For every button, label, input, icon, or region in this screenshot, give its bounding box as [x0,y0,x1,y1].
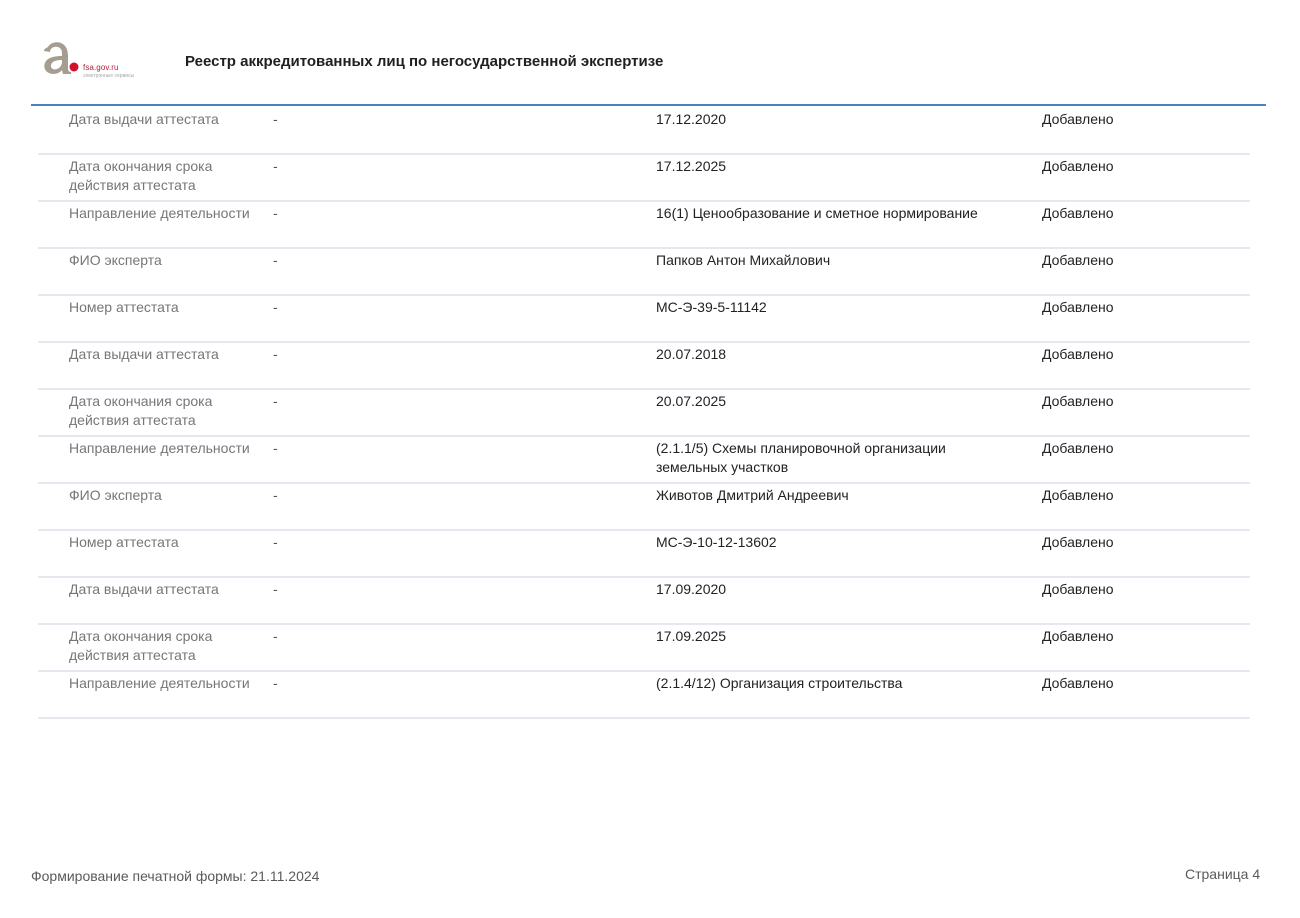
new-value-cell: МС-Э-10-12-13602 [656,534,777,550]
new-value-cell: 17.12.2025 [656,158,727,174]
change-status-cell: Добавлено [1042,675,1114,691]
table-row [38,578,1250,625]
table-row [38,296,1250,343]
print-date: Формирование печатной формы: 21.11.2024 [31,868,320,884]
change-status-cell: Добавлено [1042,252,1114,268]
field-name-cell: Номер аттестата [69,299,179,315]
old-value-cell: - [273,440,278,456]
change-status-cell: Добавлено [1042,111,1114,127]
old-value-cell: - [273,487,278,503]
fsa-logo-icon [40,40,80,76]
new-value-cell: (2.1.1/5) Схемы планировочной организации земельных участков [656,440,946,475]
header-divider [31,104,1266,106]
field-name-cell: Направление деятельности [69,440,250,456]
new-value-cell: 17.09.2025 [656,628,727,644]
old-value-cell: - [273,111,278,127]
old-value-cell: - [273,675,278,691]
table-row [38,108,1250,155]
new-value-cell: 20.07.2025 [656,393,727,409]
old-value-cell: - [273,299,278,315]
new-value-cell: 17.09.2020 [656,581,727,597]
field-name-cell: Направление деятельности [69,205,250,221]
field-name-cell: Дата окончания срока действия аттестата [69,393,213,428]
field-name-cell: ФИО эксперта [69,487,162,503]
old-value-cell: - [273,581,278,597]
new-value-cell: 16(1) Ценообразование и сметное нормирование [656,205,978,221]
old-value-cell: - [273,346,278,362]
new-value-cell: 20.07.2018 [656,346,727,362]
page-header [0,0,1300,106]
old-value-cell: - [273,393,278,409]
change-status-cell: Добавлено [1042,534,1114,550]
field-name-cell: Дата окончания срока действия аттестата [69,158,213,193]
field-name-cell: Дата выдачи аттестата [69,581,219,597]
change-status-cell: Добавлено [1042,487,1114,503]
old-value-cell: - [273,534,278,550]
new-value-cell: Животов Дмитрий Андреевич [656,487,849,503]
change-status-cell: Добавлено [1042,440,1114,456]
change-status-cell: Добавлено [1042,346,1114,362]
change-status-cell: Добавлено [1042,581,1114,597]
table-row [38,437,1250,484]
fsa-logo [40,40,150,82]
new-value-cell: МС-Э-39-5-11142 [656,299,767,315]
old-value-cell: - [273,252,278,268]
table-row [38,390,1250,437]
table-row [38,155,1250,202]
field-name-cell: Дата окончания срока действия аттестата [69,628,213,663]
change-status-cell: Добавлено [1042,158,1114,174]
logo-site-text: fsa.gov.ru [83,63,119,72]
table-row [38,625,1250,672]
field-name-cell: Направление деятельности [69,675,250,691]
change-status-cell: Добавлено [1042,628,1114,644]
page-number: Страница 4 [1185,866,1261,882]
changes-table [38,108,1250,719]
table-row [38,672,1250,719]
table-row [38,343,1250,390]
table-row [38,531,1250,578]
new-value-cell: 17.12.2020 [656,111,727,127]
table-row [38,249,1250,296]
change-status-cell: Добавлено [1042,299,1114,315]
old-value-cell: - [273,158,278,174]
new-value-cell: (2.1.4/12) Организация строительства [656,675,903,691]
field-name-cell: Номер аттестата [69,534,179,550]
field-name-cell: Дата выдачи аттестата [69,346,219,362]
table-row [38,484,1250,531]
new-value-cell: Папков Антон Михайлович [656,252,831,268]
change-status-cell: Добавлено [1042,205,1114,221]
old-value-cell: - [273,628,278,644]
change-status-cell: Добавлено [1042,393,1114,409]
field-name-cell: ФИО эксперта [69,252,162,268]
field-name-cell: Дата выдачи аттестата [69,111,219,127]
document-title: Реестр аккредитованных лиц по негосударственной экспертизе [185,53,664,70]
logo-tagline: электронные сервисы [83,73,135,79]
table-row [38,202,1250,249]
old-value-cell: - [273,205,278,221]
